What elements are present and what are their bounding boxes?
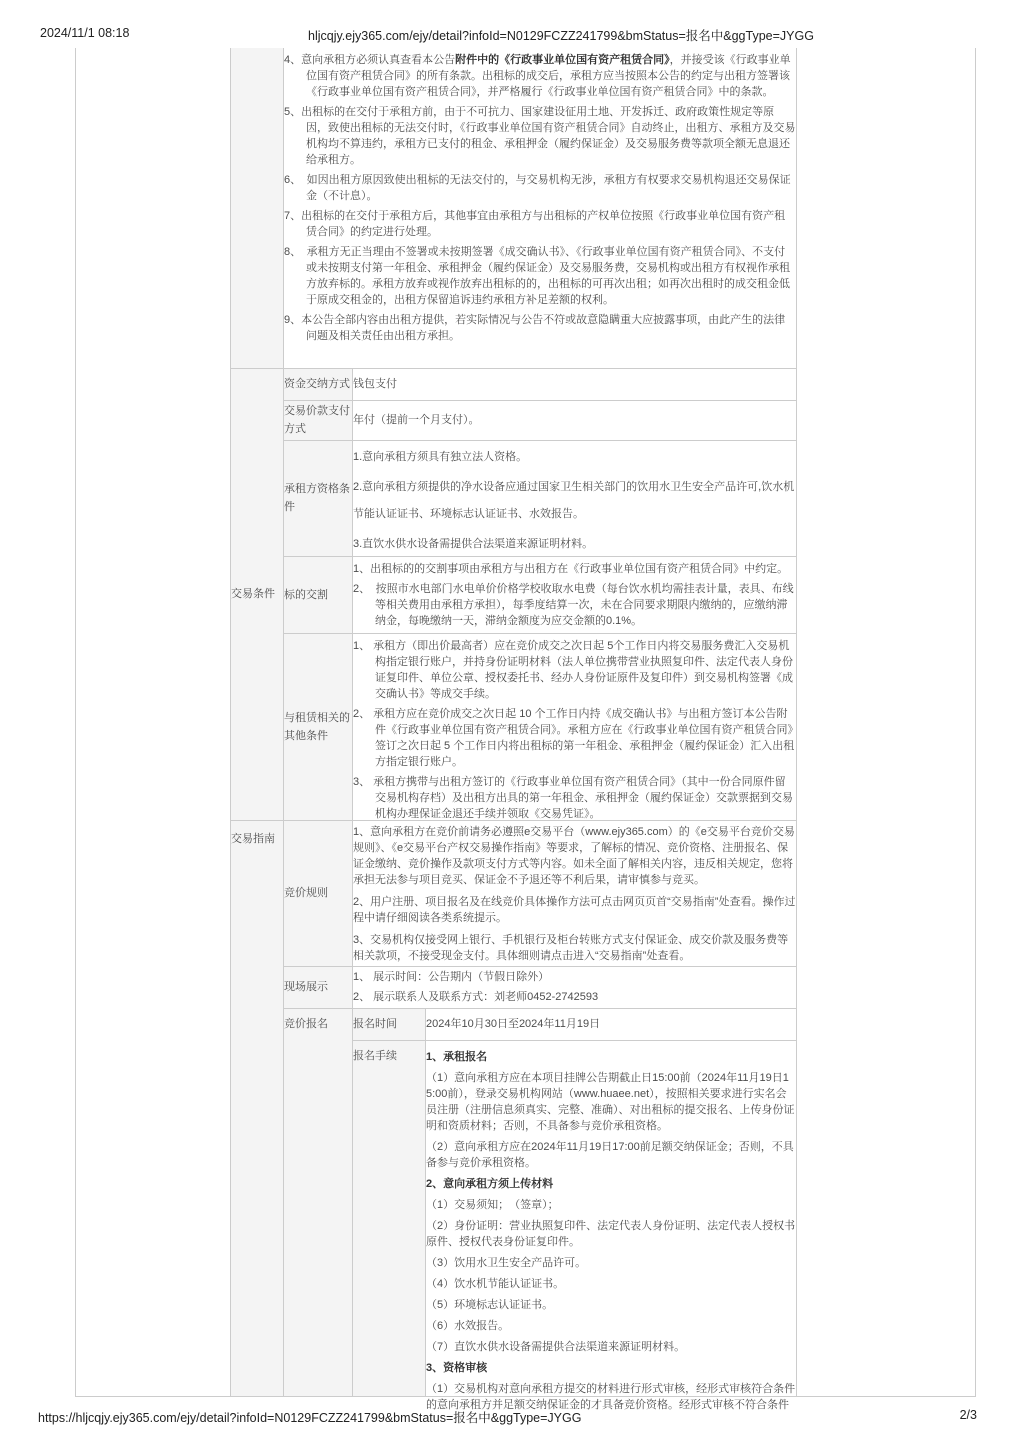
bidding-rules-item-2: 2、用户注册、项目报名及在线竞价具体操作方法可点击网页页首“交易指南”处查看。操作过程中请仔细阅读各类系统提示。 [353,896,796,924]
value-fund-payment: 钱包支付 [353,368,797,400]
row-other-conditions [231,633,797,820]
print-footer-url: https://hljcqjy.ejy365.com/ejy/detail?infoId=N0129FCZZ241799&bmStatus=报名中&ggType=JYGG [38,1411,582,1425]
procedure-heading-3: 3、资格审核 [426,1362,488,1374]
notice-item-4: 4、意向承租方必须认真查看本公告附件中的《行政事业单位国有资产租赁合同》，并接受该《行政事业单位国有资产租赁合同》的所有条款。出租标的成交后，承租方应当按照本公告的约定与出租方签署该《行政事业单位国有资产租赁合同》，并严格履行《行政事业单位国有资产租赁合同》中的条款。 [284,53,791,98]
notice-item-7: 7、出租标的在交付于承租方后，其他事宜由承租方与出租标的产权单位按照《行政事业单位国有资产租赁合同》的约定进行处理。 [284,209,786,238]
label-delivery: 标的交割 [284,556,353,633]
row-signup-time [231,1008,797,1040]
label-bidding-rules: 竞价规则 [284,820,353,966]
row-bidding-rules [231,820,797,966]
row-delivery [231,556,797,633]
procedure-heading-1: 1、承租报名 [426,1051,488,1063]
row-notice-continued [231,48,797,368]
other-conditions-item-2: 2、 承租方应在竞价成交之次日起 10 个工作日内持《成交确认书》与出租方签订本公告附件《行政事业单位国有资产租赁合同》。承租方应在《行政事业单位国有资产租赁合同》签订之次日起 5 个工作日内将出租标的第一年租金、承租押金（履约保证金）汇入出租方指定银行账户。 [353,707,795,768]
notice-table-wrap [230,48,797,1411]
notice-table [230,48,797,1411]
section-cell-empty [231,48,284,368]
procedure-p: （4）饮水机节能认证证书。 [426,1278,565,1290]
procedure-p: （3）饮用水卫生安全产品许可。 [426,1257,587,1269]
procedure-p: （1）意向承租方应在本项目挂牌公告期截止日15:00前（2024年11月19日15:00前），登录交易机构网站（www.huaee.net），按照相关要求进行实名会员注册（注册信息须真实、完整、准确）、对出租标的提交报名、上传身份证明和资质材料；否则，不具备参与竞价承租资格。 [426,1072,795,1132]
notice-item-9: 9、本公告全部内容由出租方提供，若实际情况与公告不符或故意隐瞒重大应披露事项，由此产生的法律问题及相关责任由出租方承担。 [284,313,786,342]
label-bidding-signup: 竞价报名 [284,1008,353,1396]
qualification-p2: 2.意向承租方须提供的净水设备应通过国家卫生相关部门的饮用水卫生安全产品许可,饮水机节能认证证书、环境标志认证证书、水效报告。 [353,481,795,520]
procedure-p: （5）环境标志认证证书。 [426,1299,554,1311]
qualification-p1: 1.意向承租方须具有独立法人资格。 [353,451,528,463]
value-other-conditions [353,633,797,820]
value-delivery [353,556,797,633]
value-bidding-rules [353,820,797,966]
label-site-display: 现场展示 [284,966,353,1008]
section-trade-conditions: 交易条件 [231,368,284,820]
label-qualification: 承租方资格条件 [284,440,353,556]
notice-item-6: 6、 如因出租方原因致使出租标的无法交付的，与交易机构无涉，承租方有权要求交易机构退还交易保证金（不计息）。 [284,173,791,202]
procedure-p: （6）水效报告。 [426,1320,510,1332]
bidding-rules-item-3: 3、交易机构仅接受网上银行、手机银行及柜台转账方式支付保证金、成交价款及服务费等相关款项，不接受现金支付。具体细则请点击进入“交易指南”处查看。 [353,934,789,962]
value-signup-time: 2024年10月30日至2024年11月19日 [426,1008,797,1040]
value-qualification [353,440,797,556]
value-price-payment: 年付（提前一个月支付）。 [353,400,797,440]
procedure-heading-2: 2、意向承租方须上传材料 [426,1178,554,1190]
label-signup-procedure: 报名手续 [353,1040,426,1396]
row-price-payment [231,400,797,440]
other-conditions-item-3: 3、 承租方携带与出租方签订的《行政事业单位国有资产租赁合同》（其中一份合同原件留交易机构存档）及出租方出具的第一年租金、承租押金（履约保证金）交款票据到交易机构办理保证金退还手续并领取《交易凭证》。 [353,775,793,820]
print-datetime: 2024/11/1 08:18 [40,26,130,40]
procedure-p: （2）意向承租方应在2024年11月19日17:00前足额交纳保证金；否则，不具备参与竞价承租资格。 [426,1141,794,1169]
procedure-p: （2）身份证明：营业执照复印件、法定代表人身份证明、法定代表人授权书原件、授权代表身份证复印件。 [426,1220,796,1248]
site-display-item-2: 2、 展示联系人及联系方式：刘老师0452-2742593 [353,991,599,1003]
notice-item-4-bold: 附件中的《行政事业单位国有资产租赁合同》 [455,53,670,66]
delivery-item-2: 2、 按照市水电部门水电单价价格学校收取水电费（每台饮水机均需挂表计量，表具、布线等相关费用由承租方承担），每季度结算一次，未在合同要求期限内缴纳的，应缴纳滞纳金，每晚缴纳一天，滞纳金额度为应交金额的0.1%。 [353,582,794,627]
procedure-p: （1）交易须知； （签章）； [426,1199,559,1211]
delivery-item-1: 1、出租标的的交割事项由承租方与出租方在《行政事业单位国有资产租赁合同》中约定。 [353,562,789,575]
print-header-url: hljcqjy.ejy365.com/ejy/detail?infoId=N0129FCZZ241799&bmStatus=报名中&ggType=JYGG [308,29,814,43]
procedure-p: （7）直饮水供水设备需提供合法渠道来源证明材料。 [426,1341,686,1353]
procedure-p: （1）交易机构对意向承租方提交的材料进行形式审核，经形式审核符合条件的意向承租方并足额交纳保证金的才具备竞价资格。经形式审核不符合条件 [426,1383,796,1411]
row-site-display [231,966,797,1008]
page-indicator: 2/3 [959,1408,977,1422]
notice-items-cell [284,48,797,368]
bidding-rules-item-1: 1、意向承租方在竞价前请务必遵照e交易平台（www.ejy365.com）的《e交易平台竞价交易规则》、《e交易平台产权交易操作指南》等要求，了解标的情况、竞价资格、注册报名、保证金缴纳、竞价操作及款项支付方式等内容。如未全面了解相关内容，违反相关规定，您将承担无法参与项目竞买、保证金不予退还等不利后果，请审慎参与竞买。 [353,826,795,886]
section-trade-guide: 交易指南 [231,820,284,1396]
label-price-payment: 交易价款支付方式 [284,400,353,440]
other-conditions-item-1: 1、 承租方（即出价最高者）应在竞价成交之次日起 5个工作日内将交易服务费汇入交易机构指定银行账户，并持身份证明材料（法人单位携带营业执照复印件、法定代表人身份证复印件、单位公章、授权委托书、经办人身份证原件及复印件）到交易机构签署《成交确认书》等成交手续。 [353,639,793,700]
label-signup-time: 报名时间 [353,1008,426,1040]
row-fund-payment [231,368,797,400]
value-site-display [353,966,797,1008]
notice-item-5: 5、出租标的在交付于承租方前，由于不可抗力、国家建设征用土地、开发拆迁、政府政策性规定等原因，致使出租标的无法交付时，《行政事业单位国有资产租赁合同》自动终止，出租方、承租方及交易机构均不算违约，承租方已支付的租金、承租押金（履约保证金）及交易服务费等款项全额无息退还给承租方。 [284,105,796,166]
label-fund-payment: 资金交纳方式 [284,368,353,400]
label-other-conditions: 与租赁相关的其他条件 [284,633,353,820]
qualification-p3: 3.直饮水供水设备需提供合法渠道来源证明材料。 [353,538,594,550]
row-qualification [231,440,797,556]
site-display-item-1: 1、 展示时间：公告期内（节假日除外） [353,971,550,983]
notice-item-8: 8、 承租方无正当理由不签署或未按期签署《成交确认书》、《行政事业单位国有资产租赁合同》、不支付或未按期支付第一年租金、承租押金（履约保证金）及交易服务费，交易机构或出租方有权视作承租方放弃标的。承租方放弃或视作放弃出租标的的，出租标的可再次出租；如再次出租时的成交租金低于原成交租金的，出租方保留追诉违约承租方补足差额的权利。 [284,245,790,306]
value-signup-procedure [426,1040,797,1411]
